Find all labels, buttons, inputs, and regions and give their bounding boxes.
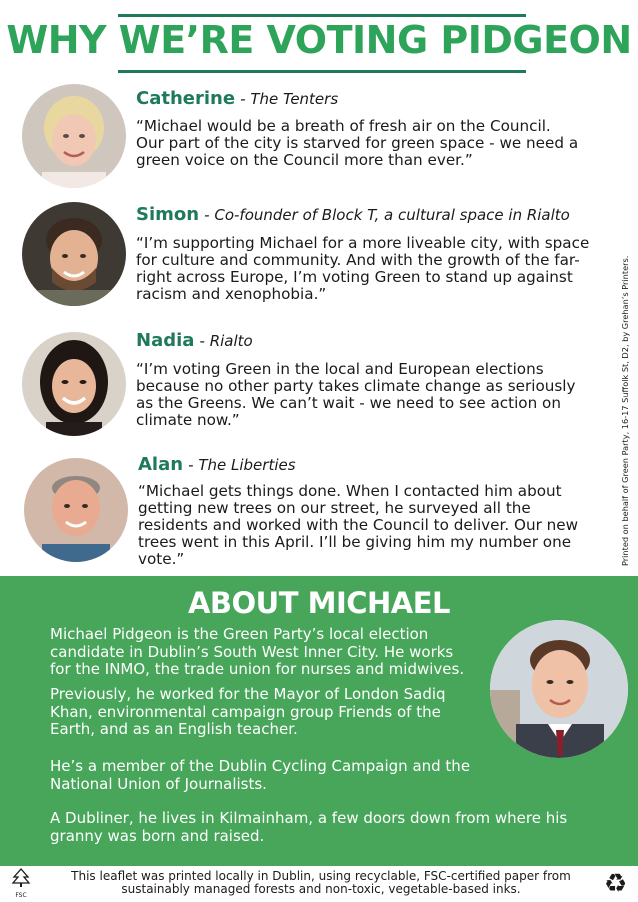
footer [0, 866, 638, 902]
quote-line: “I’m voting Green in the local and European elections [136, 360, 544, 378]
about-paragraph [50, 626, 464, 679]
quote-line: climate now.” [136, 411, 240, 429]
fsc-tree-icon [10, 868, 32, 888]
about-line: for the INMO, the trade union for nurses and midwives. [50, 660, 465, 678]
about-line: Khan, environmental campaign group Friends of the [50, 702, 441, 721]
about-paragraph [50, 810, 567, 845]
quote-line: “Michael would be a breath of fresh air on the Council. [136, 117, 551, 135]
about-line: National Union of Journalists. [50, 774, 267, 793]
about-line: Previously, he worked for the Mayor of London Sadiq [50, 685, 446, 703]
quote-line: “I’m supporting Michael for a more liveable city, with space [136, 234, 590, 252]
footer-line: sustainably managed forests and non-toxic, vegetable-based inks. [121, 882, 521, 896]
about-line: Michael Pidgeon is the Green Party’s local election [50, 625, 429, 643]
quote-line: Our part of the city is starved for green space - we need a [136, 134, 579, 152]
testimonial-name: Catherine [136, 88, 236, 109]
printer-note: Printed on behalf of Green Party, 16-17 Suffolk St, D2, by Grehan’s Printers. [620, 255, 630, 566]
footer-line: This leaflet was printed locally in Dublin, using recyclable, FSC-certified paper from [71, 869, 571, 883]
alan-photo [24, 458, 128, 562]
about-line: He’s a member of the Dublin Cycling Campaign and the [50, 757, 471, 775]
testimonial-quote [138, 483, 578, 568]
about-line: granny was born and raised. [50, 826, 265, 845]
avatar [22, 202, 126, 306]
testimonial-header: Nadia - Rialto [136, 330, 253, 351]
quote-line: vote.” [138, 550, 185, 568]
testimonial-header: Catherine - The Tenters [136, 88, 339, 109]
quote-line: right across Europe, I’m voting Green to stand up against [136, 268, 573, 286]
footer-text [40, 870, 602, 896]
quote-line: green voice on the Council more than ever.” [136, 151, 473, 169]
avatar [24, 458, 128, 562]
about-section [0, 576, 638, 866]
about-line: candidate in Dublin’s South West Inner City. He works [50, 642, 454, 661]
quote-line: residents and worked with the Council to deliver. Our new [138, 516, 579, 534]
quote-line: racism and xenophobia.” [136, 285, 327, 303]
catherine-photo [22, 84, 126, 188]
fsc-label: FSC [15, 892, 27, 899]
about-line: A Dubliner, he lives in Kilmainham, a few doors down from where his [50, 809, 568, 827]
quote-line: getting new trees on our street, he surveyed all the [138, 499, 531, 517]
page-title: WHY WE’RE VOTING PIDGEON [6, 18, 632, 62]
about-paragraph [50, 686, 446, 739]
about-paragraph [50, 758, 470, 793]
quote-line: trees went in this April. I’ll be giving him my number one [138, 533, 572, 551]
fsc-logo [6, 868, 36, 900]
testimonial-name: Simon [136, 204, 200, 225]
avatar [22, 332, 126, 436]
quote-line: because no other party takes climate change as seriously [136, 377, 576, 395]
about-line: Earth, and as an English teacher. [50, 720, 298, 738]
michael-photo [490, 620, 628, 758]
quote-line: for culture and community. And with the growth of the far- [136, 251, 580, 269]
testimonial-quote [136, 118, 578, 169]
testimonial-name: Alan [138, 454, 184, 475]
testimonial-header: Simon - Co-founder of Block T, a cultural space in Rialto [136, 204, 570, 225]
quote-line: “Michael gets things done. When I contacted him about [138, 482, 562, 500]
bottom-rule [118, 70, 526, 73]
michael-portrait [490, 620, 628, 758]
about-title: ABOUT MICHAEL [187, 586, 451, 620]
simon-photo [22, 202, 126, 306]
testimonial-name: Nadia [136, 330, 195, 351]
testimonial-role: The Tenters [250, 90, 339, 108]
top-rule [118, 14, 526, 17]
testimonial-header: Alan - The Liberties [138, 454, 296, 475]
recycle-icon: ♻ [604, 869, 628, 899]
quote-line: as the Greens. We can’t wait - we need to see action on [136, 394, 561, 412]
testimonial-quote [136, 361, 576, 429]
testimonial-role: The Liberties [198, 456, 296, 474]
testimonial-quote [136, 235, 589, 303]
avatar [22, 84, 126, 188]
testimonial-role: Co-founder of Block T, a cultural space in Rialto [214, 206, 570, 224]
nadia-photo [22, 332, 126, 436]
testimonial-role: Rialto [209, 332, 253, 350]
